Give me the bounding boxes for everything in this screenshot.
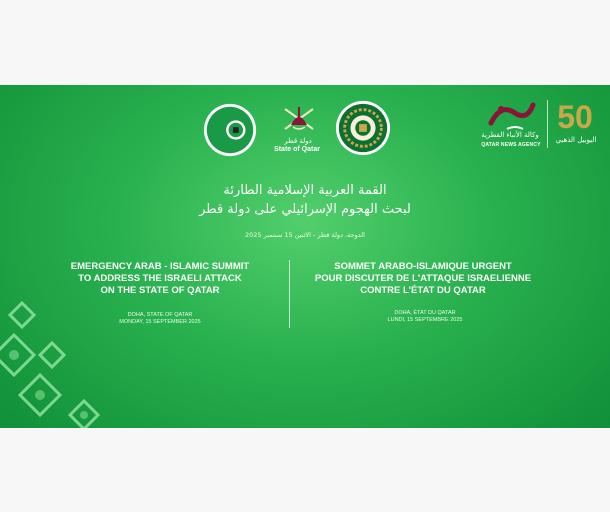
qatar-english-name: State of Qatar: [274, 146, 320, 153]
french-location-date: [325, 310, 525, 324]
french-date: LUNDI, 15 SEPTEMBRE 2025: [387, 317, 463, 323]
arabic-date: الدوحة، دولة قطر - الاثنين 15 سبتمبر 2025: [245, 231, 365, 239]
english-title-line3: ON THE STATE OF QATAR: [100, 285, 220, 296]
center-divider: [289, 260, 290, 328]
english-location: DOHA, STATE OF QATAR: [127, 312, 193, 318]
jubilee-arabic-label: اليوبيل الذهبي: [555, 136, 597, 144]
french-location: DOHA, ÉTAT DU QATAR: [394, 310, 456, 316]
arab-league-logo: [334, 99, 392, 157]
french-title-line3: CONTRE L'ÉTAT DU QATAR: [360, 285, 486, 296]
english-date: MONDAY, 15 SEPTEMBER 2025: [119, 319, 201, 325]
qna-english-name: QATAR NEWS AGENCY: [481, 142, 541, 148]
qna-arabic-name: وكالة الأنباء القطرية: [481, 131, 539, 139]
qatar-arabic-name: دولة قطر: [284, 137, 312, 145]
english-title: [40, 261, 280, 297]
arabic-title-line2: لبحث الهجوم الإسرائيلي على دولة قطر: [199, 202, 411, 217]
qatar-emblem-icon: [279, 103, 319, 137]
oic-logo: [201, 101, 259, 159]
geometric-ornament-icon: [0, 295, 120, 428]
french-title-line2: POUR DISCUTER DE L'ATTAQUE ISRAELIENNE: [314, 273, 532, 284]
french-title-line1: SOMMET ARABO-ISLAMIQUE URGENT: [334, 261, 512, 272]
english-title-line1: EMERGENCY ARAB - ISLAMIC SUMMIT: [70, 261, 250, 272]
arabic-title-line1: القمة العربية الإسلامية الطارئة: [223, 183, 387, 198]
french-title: [298, 261, 548, 297]
jubilee-number: 50: [557, 99, 593, 135]
golden-jubilee-logo: [550, 95, 600, 137]
english-title-line2: TO ADDRESS THE ISRAELI ATTACK: [78, 273, 242, 284]
